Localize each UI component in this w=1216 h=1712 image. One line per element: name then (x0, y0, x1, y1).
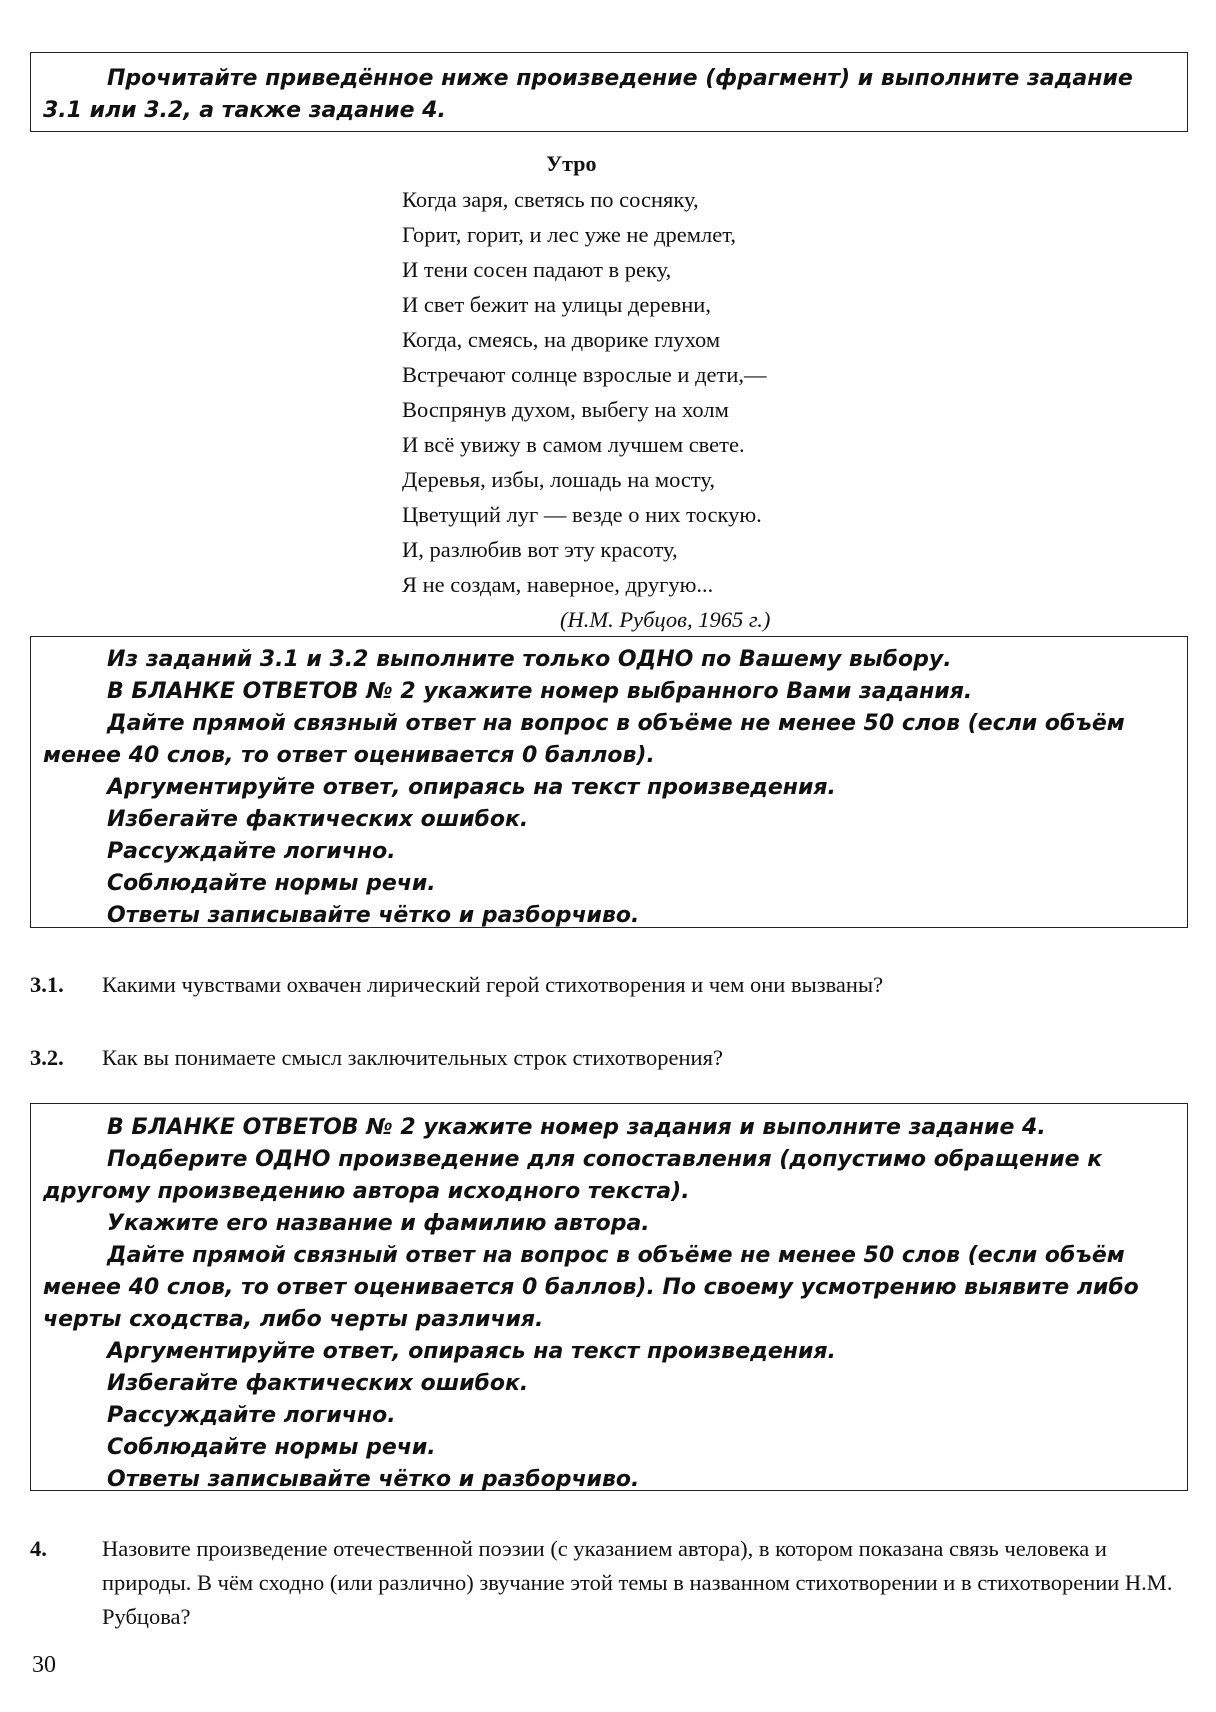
poem-line: Когда заря, светясь по сосняку, (402, 187, 699, 212)
page-number: 30 (32, 1652, 56, 1678)
task-number: 3.2. (30, 1045, 64, 1070)
poem-line: Горит, горит, и лес уже не дремлет, (402, 222, 736, 247)
poem-line: Цветущий луг — везде о них тоскую. (402, 502, 762, 527)
task3-instructions-box (30, 636, 1188, 928)
instruction-line: Соблюдайте нормы речи. (107, 1435, 436, 1460)
instruction-line: В БЛАНКЕ ОТВЕТОВ № 2 укажите номер выбранного Вами задания. (107, 679, 973, 704)
poem-line: Деревья, избы, лошадь на мосту, (402, 467, 716, 492)
poem-line: Когда, смеясь, на дворике глухом (402, 327, 721, 352)
task-question: Как вы понимаете смысл заключительных строк стихотворения? (102, 1045, 723, 1070)
poem-line: Воспрянув духом, выбегу на холм (402, 397, 729, 422)
poem-title: Утро (546, 151, 597, 176)
intro-instruction-text: Прочитайте приведённое ниже произведение (фрагмент) и выполните задание 3.1 или 3.2, а также задание 4. (43, 66, 1133, 123)
task-question: Назовите произведение отечественной поэзии (с указанием автора), в котором показана связь человека и природы. В чём сходно (или различно) звучание этой темы в названном стихотворении и в стихотворении Н.М. Рубцова? (102, 1536, 1173, 1629)
instruction-line: Аргументируйте ответ, опираясь на текст произведения. (107, 775, 836, 800)
task-question: Какими чувствами охвачен лирический герой стихотворения и чем они вызваны? (102, 972, 884, 997)
poem-line: И свет бежит на улицы деревни, (402, 292, 711, 317)
instruction-line: В БЛАНКЕ ОТВЕТОВ № 2 укажите номер задания и выполните задание 4. (107, 1115, 1046, 1140)
instruction-line: Ответы записывайте чётко и разборчиво. (107, 903, 640, 928)
task4-instructions-box (30, 1103, 1188, 1491)
instruction-line: Дайте прямой связный ответ на вопрос в объёме не менее 50 слов (если объём менее 40 слов, то ответ оценивается 0 баллов). (43, 711, 1125, 768)
instruction-line: Ответы записывайте чётко и разборчиво. (107, 1467, 640, 1492)
instruction-line: Избегайте фактических ошибок. (107, 1371, 529, 1396)
poem (402, 146, 922, 637)
poem-line: И тени сосен падают в реку, (402, 257, 672, 282)
instruction-line: Дайте прямой связный ответ на вопрос в объёме не менее 50 слов (если объём менее 40 слов, то ответ оценивается 0 баллов). По своему усмотрению выявите либо черты сходства, либо черты различия. (43, 1243, 1139, 1332)
instruction-line: Рассуждайте логично. (107, 839, 396, 864)
instruction-line: Аргументируйте ответ, опираясь на текст произведения. (107, 1339, 836, 1364)
poem-line: Я не создам, наверное, другую... (402, 572, 714, 597)
poem-line: Встречают солнце взрослые и дети,— (402, 362, 767, 387)
poem-line: И, разлюбив вот эту красоту, (402, 537, 678, 562)
instruction-line: Рассуждайте логично. (107, 1403, 396, 1428)
task-number: 3.1. (30, 972, 64, 997)
poem-attribution: (Н.М. Рубцов, 1965 г.) (560, 607, 771, 632)
instruction-line: Подберите ОДНО произведение для сопоставления (допустимо обращение к другому произведению автора исходного текста). (43, 1147, 1103, 1204)
instruction-line: Соблюдайте нормы речи. (107, 871, 436, 896)
poem-line: И всё увижу в самом лучшем свете. (402, 432, 745, 457)
instruction-line: Укажите его название и фамилию автора. (107, 1211, 650, 1236)
intro-instruction-box (30, 52, 1188, 132)
instruction-line: Из заданий 3.1 и 3.2 выполните только ОДНО по Вашему выбору. (107, 647, 952, 672)
instruction-line: Избегайте фактических ошибок. (107, 807, 529, 832)
task-number: 4. (30, 1536, 47, 1561)
